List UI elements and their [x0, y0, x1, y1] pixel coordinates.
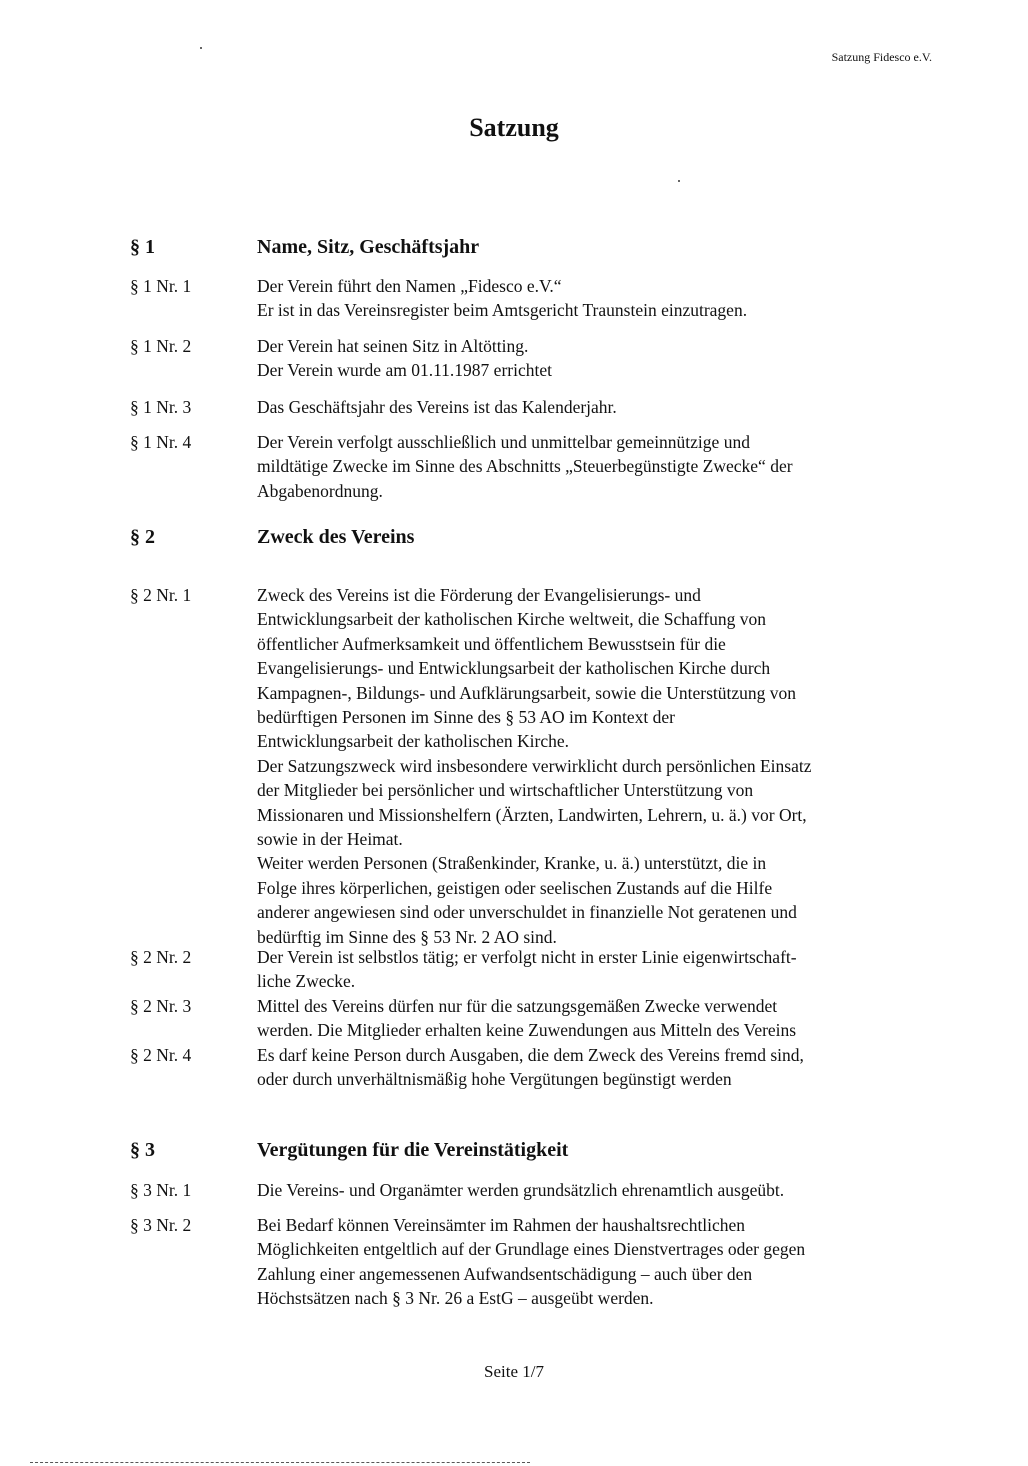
clause-line: Der Verein verfolgt ausschließlich und unmittelbar gemeinnützige und [257, 432, 750, 452]
clause-line: Entwicklungsarbeit der katholischen Kirche weltweit, die Schaffung von [257, 609, 766, 630]
clause-line: anderer angewiesen sind oder unverschuldet in finanzielle Not geratenen und [257, 902, 797, 923]
clause-number: § 2 Nr. 3 [130, 996, 192, 1016]
clause-number: § 3 Nr. 2 [130, 1215, 192, 1235]
clause-line: bedürftigen Personen im Sinne des § 53 AO im Kontext der [257, 707, 675, 728]
clause-line: der Mitglieder bei persönlicher und wirtschaftlicher Unterstützung von [257, 780, 754, 801]
clause-number: § 1 Nr. 4 [130, 432, 192, 452]
clause-line: Kampagnen-, Bildungs- und Aufklärungsarbeit, sowie die Unterstützung von [257, 682, 796, 703]
clause-text [257, 395, 947, 419]
clause-line: Der Verein ist selbstlos tätig; er verfolgt nicht in erster Linie eigenwirtschaft- [257, 947, 797, 967]
clause-text [257, 945, 947, 994]
clause-line: Entwicklungsarbeit der katholischen Kirche. [257, 731, 569, 752]
section-number: § 2 [130, 526, 155, 548]
section-title: Zweck des Vereins [257, 526, 415, 548]
clause-line: Der Verein wurde am 01.11.1987 errichtet [257, 360, 552, 381]
clause-number: § 2 Nr. 1 [130, 585, 192, 605]
clause-line: sowie in der Heimat. [257, 829, 403, 850]
page-number: Seite 1/7 [484, 1362, 544, 1381]
clause-line: Die Vereins- und Organämter werden grundsätzlich ehrenamtlich ausgeübt. [257, 1180, 785, 1200]
clause-line: Missionaren und Missionshelfern (Ärzten, Landwirten, Lehrern, u. ä.) vor Ort, [257, 804, 807, 825]
clause-line: bedürftig im Sinne des § 53 Nr. 2 AO sind. [257, 926, 557, 947]
document-title: Satzung [469, 113, 559, 142]
clause-line: Abgabenordnung. [257, 480, 383, 501]
clause-text [257, 583, 947, 949]
clause-line: Folge ihres körperlichen, geistigen oder seelischen Zustands auf die Hilfe [257, 877, 773, 898]
clause-text [257, 1213, 947, 1311]
clause-text [257, 1178, 947, 1202]
clause-line: Er ist in das Vereinsregister beim Amtsgericht Traunstein einzutragen. [257, 300, 748, 321]
clause-line: Möglichkeiten entgeltlich auf der Grundlage eines Dienstvertrages oder gegen [257, 1239, 806, 1260]
clause-text [257, 430, 947, 503]
section-title: Vergütungen für die Vereinstätigkeit [257, 1139, 569, 1161]
clause-line: werden. Die Mitglieder erhalten keine Zuwendungen aus Mitteln des Vereins [257, 1020, 797, 1041]
clause-line: oder durch unverhältnismäßig hohe Vergütungen begünstigt werden [257, 1069, 732, 1090]
clause-number: § 2 Nr. 2 [130, 947, 192, 967]
scan-edge-line [30, 1462, 530, 1463]
clause-text [257, 274, 947, 323]
clause-line: Bei Bedarf können Vereinsämter im Rahmen der haushaltsrechtlichen [257, 1215, 746, 1235]
clause-line: Der Verein führt den Namen „Fidesco e.V.“ [257, 276, 562, 296]
clause-number: § 3 Nr. 1 [130, 1180, 192, 1200]
section-title: Name, Sitz, Geschäftsjahr [257, 236, 480, 258]
scan-artifact [200, 47, 202, 49]
clause-text [257, 334, 947, 383]
clause-line: Höchstsätzen nach § 3 Nr. 26 a EstG – ausgeübt werden. [257, 1288, 654, 1309]
clause-line: Evangelisierungs- und Entwicklungsarbeit der katholischen Kirche durch [257, 658, 771, 679]
running-head: Satzung Fidesco e.V. [831, 50, 932, 64]
clause-line: Zahlung einer angemessenen Aufwandsentschädigung – auch über den [257, 1263, 753, 1284]
section-number: § 1 [130, 236, 155, 258]
clause-number: § 2 Nr. 4 [130, 1045, 192, 1065]
clause-number: § 1 Nr. 2 [130, 336, 192, 356]
clause-line: Es darf keine Person durch Ausgaben, die dem Zweck des Vereins fremd sind, [257, 1045, 804, 1065]
clause-line: Der Verein hat seinen Sitz in Altötting. [257, 336, 529, 356]
clause-line: Zweck des Vereins ist die Förderung der Evangelisierungs- und [257, 585, 701, 605]
clause-number: § 1 Nr. 3 [130, 397, 192, 417]
clause-line: Mittel des Vereins dürfen nur für die satzungsgemäßen Zwecke verwendet [257, 996, 778, 1016]
scan-artifact [678, 180, 680, 182]
section-number: § 3 [130, 1139, 155, 1161]
clause-number: § 1 Nr. 1 [130, 276, 192, 296]
clause-line: Der Satzungszweck wird insbesondere verwirklicht durch persönlichen Einsatz [257, 755, 812, 776]
clause-line: Weiter werden Personen (Straßenkinder, Kranke, u. ä.) unterstützt, die in [257, 853, 767, 874]
clause-text [257, 1043, 947, 1092]
clause-line: mildtätige Zwecke im Sinne des Abschnitts „Steuerbegünstigte Zwecke“ der [257, 456, 793, 477]
clause-line: liche Zwecke. [257, 971, 356, 992]
clause-line: öffentlicher Aufmerksamkeit und öffentlichem Bewusstsein für die [257, 633, 726, 654]
clause-text [257, 994, 947, 1043]
clause-line: Das Geschäftsjahr des Vereins ist das Kalenderjahr. [257, 397, 617, 417]
